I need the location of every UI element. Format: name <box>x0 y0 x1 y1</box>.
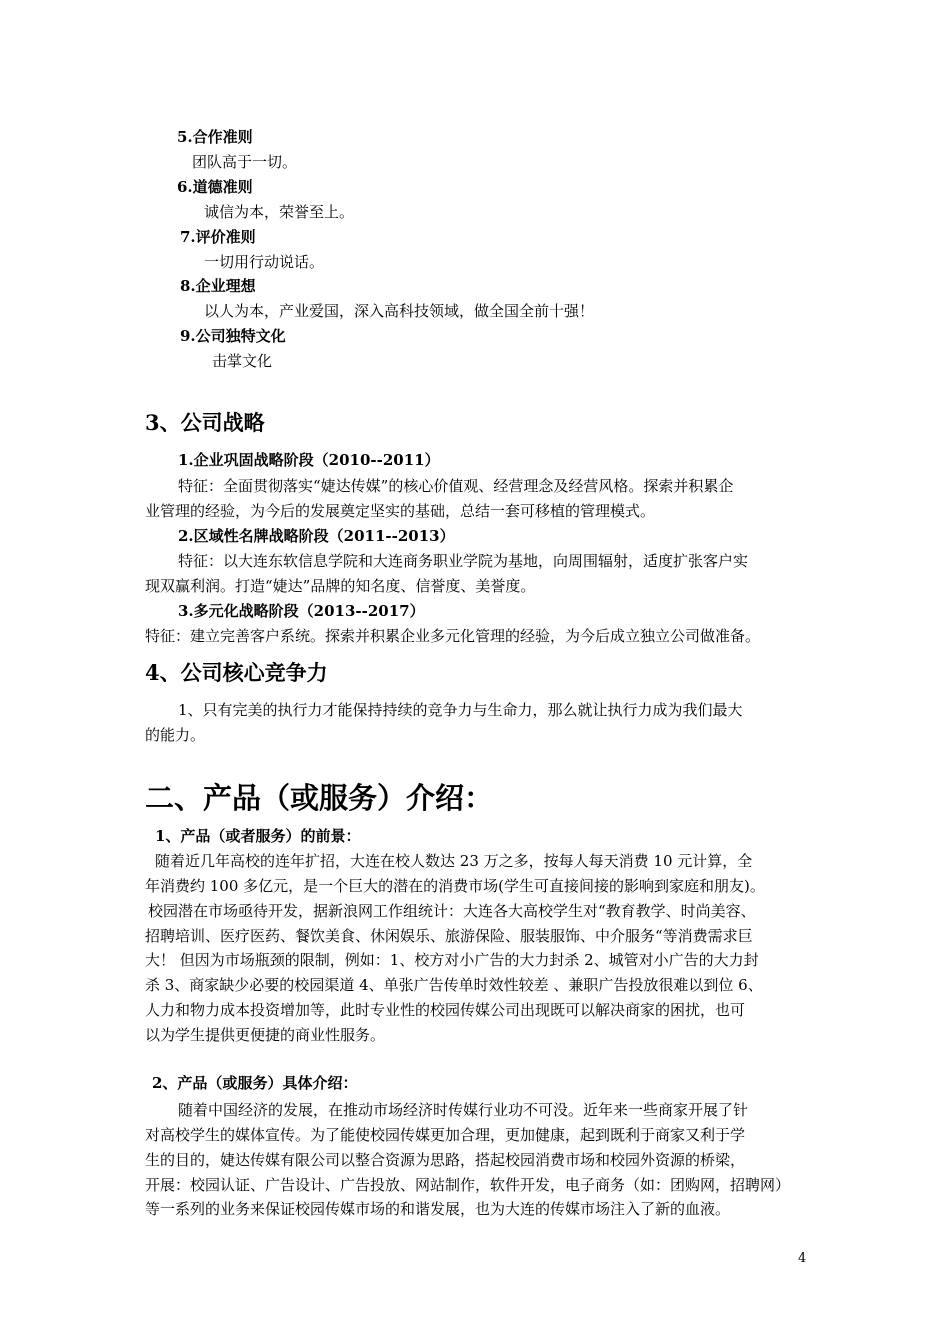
culture-text-7: 一切用行动说话。 <box>204 253 325 271</box>
product-detail-line: 对高校学生的媒体宣传。为了能使校园传媒更加合理，更加健康，起到既利于商家又利于学 <box>145 1126 746 1144</box>
product-background-line: 杀 3、商家缺少必要的校园渠道 4、单张广告传单时效性较差 、兼职广告投放很难以到位 6、 <box>145 976 763 994</box>
culture-heading-9: 9.公司独特文化 <box>180 327 286 345</box>
section-title-core: 4、公司核心竞争力 <box>145 660 328 685</box>
product-background-line: 以为学生提供更便捷的商业性服务。 <box>145 1026 386 1044</box>
culture-text-9: 击掌文化 <box>212 352 273 370</box>
culture-text-6: 诚信为本，荣誉至上。 <box>204 203 355 221</box>
culture-text-8: 以人为本，产业爱国，深入高科技领域，做全国全前十强！ <box>204 302 595 320</box>
product-background-heading: 1、产品（或者服务）的前景： <box>155 827 361 845</box>
strategy-stage1-line: 业管理的经验，为今后的发展奠定坚实的基础，总结一套可移植的管理模式。 <box>145 502 656 520</box>
product-background-line: 校园潜在市场亟待开发，据新浪网工作组统计：大连各大高校学生对“教育教学、时尚美容、 <box>148 902 756 920</box>
core-line: 的能力。 <box>145 726 206 744</box>
product-background-line: 人力和物力成本投资增加等，此时专业性的校园传媒公司出现既可以解决商家的困扰，也可 <box>145 1001 746 1019</box>
chapter-title-product: 二、产品（或服务）介绍： <box>145 781 494 815</box>
section-title-strategy: 3、公司战略 <box>145 410 265 435</box>
product-detail-heading: 2、产品（或服务）具体介绍： <box>152 1074 358 1092</box>
culture-heading-6: 6.道德准则 <box>177 178 253 196</box>
product-detail-line: 开展：校园认证、广告设计、广告投放、网站制作，软件开发，电子商务（如：团购网，招聘网） <box>145 1176 791 1194</box>
strategy-stage3-line: 特征：建立完善客户系统。探索并积累企业多元化管理的经验，为今后成立独立公司做准备。 <box>145 627 761 645</box>
culture-heading-7: 7.评价准则 <box>180 228 256 246</box>
strategy-stage2-line: 特征：以大连东软信息学院和大连商务职业学院为基地，向周围辐射，适度扩张客户实 <box>178 552 749 570</box>
culture-text-5: 团队高于一切。 <box>192 153 298 171</box>
core-line: 1、只有完美的执行力才能保持持续的竞争力与生命力，那么就让执行力成为我们最大 <box>178 701 743 719</box>
strategy-stage3-heading: 3.多元化战略阶段（2013--2017） <box>178 602 425 620</box>
product-detail-line: 随着中国经济的发展，在推动市场经济时传媒行业功不可没。近年来一些商家开展了针 <box>178 1101 749 1119</box>
product-detail-line: 生的目的，婕达传媒有限公司以整合资源为思路，搭起校园消费市场和校园外资源的桥梁， <box>145 1151 746 1169</box>
culture-heading-8: 8.企业理想 <box>180 277 256 295</box>
culture-heading-5: 5.合作准则 <box>177 128 253 146</box>
product-detail-line: 等一系列的业务来保证校园传媒市场的和谐发展，也为大连的传媒市场注入了新的血液。 <box>145 1200 731 1218</box>
product-background-line: 招聘培训、医疗医药、餐饮美食、休闲娱乐、旅游保险、服装服饰、中介服务“等消费需求巨 <box>145 927 753 945</box>
strategy-stage2-heading: 2.区域性名牌战略阶段（2011--2013） <box>178 527 455 545</box>
product-background-line: 随着近几年高校的连年扩招，大连在校人数达 23 万之多，按每人每天消费 10 元计算，全 <box>155 852 753 870</box>
strategy-stage1-line: 特征：全面贯彻落实“婕达传媒”的核心价值观、经营理念及经营风格。探索并积累企 <box>178 477 734 495</box>
strategy-stage2-line: 现双赢利润。打造“婕达”品牌的知名度、信誉度、美誉度。 <box>145 577 536 595</box>
product-background-line: 大！ 但因为市场瓶颈的限制，例如：1、校方对小广告的大力封杀 2、城管对小广告的大力封 <box>145 951 759 969</box>
strategy-stage1-heading: 1.企业巩固战略阶段（2010--2011） <box>178 451 440 469</box>
product-background-line: 年消费约 100 多亿元，是一个巨大的潜在的消费市场(学生可直接间接的影响到家庭和朋友)。 <box>145 877 765 895</box>
page-number: 4 <box>798 1251 807 1266</box>
